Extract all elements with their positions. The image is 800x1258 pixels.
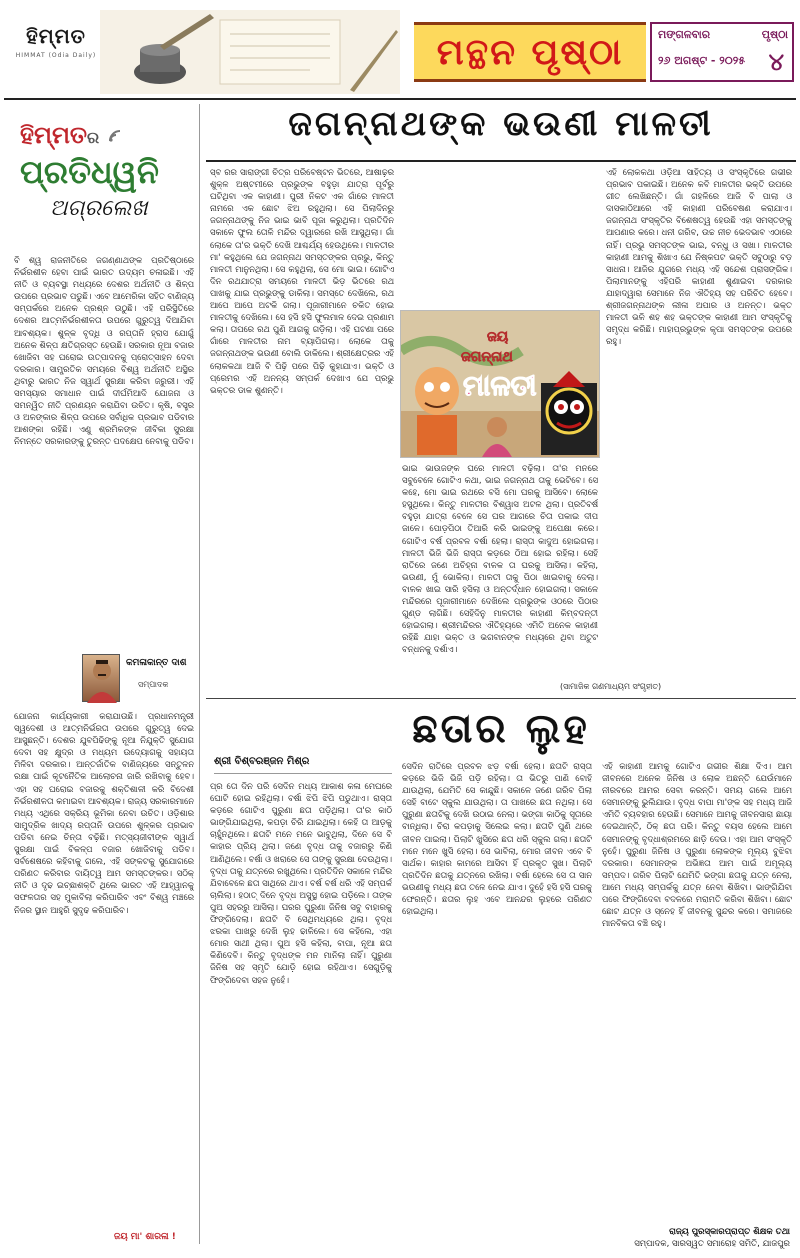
illustration-title-1: ଜୟ	[487, 329, 509, 345]
article2-byline: ଶ୍ରୀ ବିଶ୍ବରଞ୍ଜନ ମିଶ୍ର	[214, 756, 392, 774]
article1-column-3	[606, 166, 792, 678]
article2-column-1	[210, 780, 392, 1250]
author-portrait-icon	[83, 655, 121, 703]
article1-column-1	[210, 166, 394, 678]
author-card	[82, 652, 198, 704]
illustration-title-2: ଜଗନ୍ନାଥ	[461, 349, 513, 365]
masthead	[4, 4, 796, 100]
date-box	[650, 22, 794, 82]
brand-subtitle: HIMMAT (Odia Daily)	[15, 52, 97, 59]
page-section-title: ମନ୍ଥନ ପୃଷ୍ଠା	[436, 30, 624, 73]
article1-title: ଜଗନ୍ନାଥଙ୍କ ଭଉଣୀ ମାଳତୀ	[288, 104, 714, 144]
author-footnote	[600, 1226, 790, 1250]
article2-text-1: ପ୍ର ତୋ ଦିନ ପରି ସେଦିନ ମଧ୍ୟ ଆକାଶ କଳା ମେଘରେ ଘୋଟି ହୋଇ ରହିଥିଲା। ବର୍ଷା ଝିପି ଝିପି ପଡୁଥାଏ। ରାସ୍ତା କଡ଼ରେ ଗୋଟିଏ ପୁରୁଣା ଛତା ପଡ଼ିଥିଲା। ତା'ର କାଠି ଭାଙ୍ଗିଯାଇଥିଲା, କପଡ଼ା ଚିରି ଯାଇଥିଲା। କେହି ତା ଆଡ଼କୁ ଚାହୁଁନଥିଲେ। ଛତାଟି ମନେ ମନେ ଭାବୁଥିଲା, ଦିନେ ସେ ବି କାହାର ପ୍ରିୟ ଥିଲା। ଜଣେ ବୃଦ୍ଧ ତାକୁ ବଜାରରୁ କିଣି ଆଣିଥିଲେ। ବର୍ଷା ଓ ଖରାରେ ସେ ତାଙ୍କୁ ସୁରକ୍ଷା ଦେଉଥିଲା। ବୃଦ୍ଧ ତାକୁ ଯତ୍ନରେ ରଖୁଥିଲେ। ପ୍ରତିଦିନ ସକାଳେ ମନ୍ଦିର ଯିବାବେଳେ ଛତା ସାଥିରେ ଥାଏ। ବର୍ଷ ବର୍ଷ ଧରି ଏହି ସମ୍ପର୍କ ଚାଲିଲା। ହଠାତ୍ ଦିନେ ବୃଦ୍ଧ ଅସୁସ୍ଥ ହୋଇ ପଡ଼ିଲେ। ତାଙ୍କ ପୁଅ ସହରରୁ ଆସିଲା। ଘରର ପୁରୁଣା ଜିନିଷ ସବୁ ବାହାରକୁ ଫିଙ୍ଗିଦେଲା। ଛତାଟି ବି ସେଥିମଧ୍ୟରେ ଥିଲା। ବୃଦ୍ଧ ଝରକା ପାଖରୁ ଦେଖି ଲୁହ ଢାଳିଲେ। ସେ କହିଲେ, ଏହା ମୋର ସାଥୀ ଥିଲା। ପୁଅ ହସି କହିଲା, ବାପା, ନୂଆ ଛତା କିଣିଦେବି। କିନ୍ତୁ ବୃଦ୍ଧଙ୍କ ମନ ମାନିଲା ନାହିଁ। ପୁରୁଣା ଜିନିଷ ସହ ସ୍ମୃତି ଯୋଡ଼ି ହୋଇ ରହିଥାଏ। ସେଗୁଡ଼ିକୁ ଫିଙ୍ଗିଦେବା ସହଜ ନୁହେଁ।	[210, 781, 392, 985]
article1-credit: (ସାମାଜିକ ଗଣମାଧ୍ୟମ ସଂଗୃହୀତ)	[560, 682, 662, 691]
article2-column-2	[402, 760, 592, 1250]
jagannath-malati-illustration	[401, 311, 600, 458]
article1-illustration	[400, 310, 600, 458]
author-footnote-line2: ସମ୍ପାଦକ, ସାରସ୍ୱତ ସମାରୋହ ସମିତି, ଯାଜପୁର	[634, 1239, 790, 1249]
issue-day: ମଙ୍ଗଳବାର	[658, 28, 711, 41]
pratidhwani-logo-brand: ହିମ୍ମତ	[20, 120, 88, 149]
author-footnote-line1: ରାଜ୍ୟ ପୁରସ୍କାରପ୍ରାପ୍ତ ଶିକ୍ଷକ ତଥା	[669, 1227, 790, 1237]
editorial-text-bottom: ଯୋଜନା କାର୍ଯ୍ୟକାରୀ କରାଯାଉଛି। ପ୍ରଧାନମନ୍ତ୍ରୀ ସ୍ୱଦେଶୀ ଓ ଆତ୍ମନିର୍ଭରତା ଉପରେ ଗୁରୁତ୍ୱ ଦେଇ ଆସୁଛନ୍ତି। ଦେଶର ଯୁବପିଢିଙ୍କୁ ନୂଆ ନିଯୁକ୍ତି ସୁଯୋଗ ଦେବା ସହ କ୍ଷୁଦ୍ର ଓ ମଧ୍ୟମ ଉଦ୍ୟୋଗକୁ ସହାୟତା ମିଳିବା ଦରକାର। ଆନ୍ତର୍ଜାତିକ ବାଣିଜ୍ୟରେ ସନ୍ତୁଳନ ରକ୍ଷା ପାଇଁ କୂଟନୈତିକ ଆଲୋଚନା ଜାରି ରଖିବାକୁ ହେବ। ଏହା ସହ ଘରୋଇ ବଜାରକୁ ଶକ୍ତିଶାଳୀ କରି ବିଦେଶୀ ନିର୍ଭରଶୀଳତା କମାଇବା ଆବଶ୍ୟକ। ରାଜ୍ୟ ସରକାରମାନେ ମଧ୍ୟ ଏଥିରେ ସକ୍ରିୟ ଭୂମିକା ନେବା ଉଚିତ। ଓଡ଼ିଶାର ସାମୁଦ୍ରିକ ଖାଦ୍ୟ ରପ୍ତାନି ଉପରେ ଶୁଳ୍କର ପ୍ରଭାବ ପଡିବା ନେଇ ଚିନ୍ତା ବଢ଼ିଛି। ମତ୍ସ୍ୟଜୀବୀଙ୍କ ସ୍ୱାର୍ଥ ସୁରକ୍ଷା ପାଇଁ ବିକଳ୍ପ ବଜାର ଖୋଜିବାକୁ ପଡିବ। ସର୍ବଶେଷରେ କହିବାକୁ ଗଲେ, ଏହି ସଙ୍କଟକୁ ସୁଯୋଗରେ ପରିଣତ କରିବାର ଦାୟିତ୍ୱ ଆମ ସମସ୍ତଙ୍କର। ସଠିକ୍ ନୀତି ଓ ଦୃଢ ଇଚ୍ଛାଶକ୍ତି ଥିଲେ ଭାରତ ଏହି ଆହ୍ୱାନକୁ ସଫଳତାର ସହ ମୁକାବିଲା କରିପାରିବ ଏବଂ ବିଶ୍ୱ ମଞ୍ଚରେ ନିଜର ସ୍ଥାନ ଆହୁରି ସୁଦୃଢ କରିପାରିବ।	[14, 711, 194, 915]
article2-headline	[206, 705, 796, 752]
pen-ink-illustration	[100, 10, 400, 94]
page-section-banner	[414, 22, 646, 82]
article2-title: ଛତାର ଲୁହ	[412, 705, 590, 752]
pratidhwani-logo-suffix: ର	[87, 128, 100, 147]
pratidhwani-logo-line2: ପ୍ରତିଧ୍ୱନି	[20, 153, 159, 191]
editorial-column	[4, 104, 200, 1244]
illustration-title-3: ମାଳତୀ	[463, 369, 537, 402]
editorial-body-top	[14, 254, 194, 646]
broadcast-icon	[108, 127, 126, 143]
article1-text-2: ଭାଇ ଭାଉଜଙ୍କ ଘରେ ମାଳତୀ ବଢ଼ିଲା। ତା'ର ମନରେ ସବୁବେଳେ ଗୋଟିଏ କଥା, ଭାଇ ଜଗନ୍ନାଥ ତାକୁ ଭେଟିବେ। ସେ କହେ, ମୋ ଭାଇ ରଥରେ ବସି ମୋ ଘରକୁ ଆସିବେ। ଲୋକେ ହସୁଥିଲେ। କିନ୍ତୁ ମାଳତୀର ବିଶ୍ୱାସ ଅଟଳ ଥିଲା। ପ୍ରତିବର୍ଷ ବହୁଡ଼ା ଯାତ୍ରା ବେଳେ ସେ ଘର ଆଗରେ ଚିତା ପକାଇ ଦୀପ ଜାଳେ। ପୋଡ଼ପିଠା ତିଆରି କରି ଭାଇଙ୍କୁ ଅପେକ୍ଷା କରେ। ଗୋଟିଏ ବର୍ଷ ପ୍ରବଳ ବର୍ଷା ହେଲା। ରାସ୍ତା କାଦୁଅ ହୋଇଗଲା। ମାଳତୀ ଭିଜି ଭିଜି ରାସ୍ତା କଡ଼ରେ ଠିଆ ହୋଇ ରହିଲା। ସେହି ରାତିରେ ଜଣେ ଅଚିହ୍ନା ବାଳକ ତା ଘରକୁ ଆସିଲା। କହିଲା, ଭଉଣୀ, ମୁଁ ଭୋକିଲା। ମାଳତୀ ତାକୁ ପିଠା ଖାଇବାକୁ ଦେଲା। ବାଳକ ଖାଇ ସାରି ହସିଲା ଓ ଅନ୍ତର୍ଦ୍ଧାନ ହୋଇଗଲା। ସକାଳେ ମନ୍ଦିରରେ ପୂଜାରୀମାନେ ଦେଖିଲେ ପ୍ରଭୁଙ୍କ ଓଠରେ ପିଠାର ଗୁଣ୍ଡ ଲାଗିଛି। ସେହିଦିନୁ ମାଳତୀର କାହାଣୀ କିମ୍ବଦନ୍ତୀ ହୋଇଗଲା। ଶ୍ରୀମନ୍ଦିରର ଐତିହ୍ୟରେ ଏମିତି ଅନେକ କାହାଣୀ ରହିଛି ଯାହା ଭକ୍ତ ଓ ଭଗବାନଙ୍କ ମଧ୍ୟରେ ଥିବା ଅତୁଟ ବନ୍ଧନକୁ ଦର୍ଶାଏ।	[402, 463, 598, 655]
article2-text-3: ଏହି କାହାଣୀ ଆମକୁ ଗୋଟିଏ ଗଭୀର ଶିକ୍ଷା ଦିଏ। ଆମ ଜୀବନରେ ଅନେକ ଜିନିଷ ଓ ଲୋକ ଅଛନ୍ତି ଯେଉଁମାନେ ନୀରବରେ ଆମର ସେବା କରନ୍ତି। ସମୟ ଗଲେ ଆମେ ସେମାନଙ୍କୁ ଭୁଲିଯାଉ। ବୃଦ୍ଧ ବାପା ମା'ଙ୍କ ସହ ମଧ୍ୟ ଆଜି ଏମିତି ବ୍ୟବହାର ହେଉଛି। ସେମାନେ ଆମକୁ ଜୀବନସାରା ଛାୟା ଦେଇଥାନ୍ତି, ଠିକ୍ ଛତା ପରି। କିନ୍ତୁ ବୟସ ହେଲେ ଆମେ ସେମାନଙ୍କୁ ବୃଦ୍ଧାଶ୍ରମରେ ଛାଡ଼ି ଦେଉ। ଏହା ଆମ ସଂସ୍କୃତି ନୁହେଁ। ପୁରୁଣା ଜିନିଷ ଓ ପୁରୁଣା ଲୋକଙ୍କ ମୂଲ୍ୟ ବୁଝିବା ଦରକାର। ସେମାନଙ୍କ ଅଭିଜ୍ଞତା ଆମ ପାଇଁ ଅମୂଲ୍ୟ ସମ୍ପଦ। ଗରିବ ପିଲାଟି ଯେମିତି ଭଙ୍ଗା ଛତାକୁ ଯତ୍ନ ନେଲା, ଆମେ ମଧ୍ୟ ସମ୍ପର୍କକୁ ଯତ୍ନ ନେବା ଶିଖିବା। ଭାଙ୍ଗିଯିବା ପରେ ଫିଙ୍ଗିଦେବା ବଦଳରେ ମରାମତି କରିବା ଶିଖିବା। ଛୋଟ ଛୋଟ ଯତ୍ନ ଓ ସ୍ନେହ ହିଁ ଜୀବନକୁ ସୁନ୍ଦର କରେ। ସମାଜରେ ମାନବିକତା ବଞ୍ଚି ରହୁ।	[602, 761, 792, 929]
editorial-signature: ଜୟ ମା' ଶାରଳା !	[114, 1232, 176, 1242]
article2-column-3	[602, 760, 792, 1220]
article1-text-1: ସ୍ବ ରର ସାରାଙ୍ଗୀ ଚିତ୍ର ପରିବେଷ୍ଟନ ଭିତରେ, ଆଷାଢ଼ର ଶୁକ୍ଳ ଅଷ୍ଟମୀରେ ପ୍ରଭୁଙ୍କ ବହୁଡ଼ା ଯାତ୍ରା ପୂର୍ବରୁ ଘଟିଥିବା ଏକ କାହାଣୀ। ପୁରୀ ନିକଟ ଏକ ଗାଁରେ ମାଳତୀ ନାମରେ ଏକ ଛୋଟ ଝିଅ ରହୁଥିଲା। ସେ ପିଲାଦିନରୁ ଜଗନ୍ନାଥଙ୍କୁ ନିଜ ଭାଇ ଭାବି ପୂଜା କରୁଥିଲା। ପ୍ରତିଦିନ ସକାଳେ ଫୁଲ ତୋଳି ମନ୍ଦିର ଦ୍ୱାରରେ ରଖି ଆସୁଥିଲା। ଗାଁ ଲୋକେ ତା'ର ଭକ୍ତି ଦେଖି ଆଶ୍ଚର୍ଯ୍ୟ ହେଉଥିଲେ। ମାଳତୀର ମା' କହୁଥିଲେ ଯେ ଜଗନ୍ନାଥ ସମସ୍ତଙ୍କର ପ୍ରଭୁ, କିନ୍ତୁ ମାଳତୀ ମାନୁନଥିଲା। ସେ କହୁଥିଲା, ସେ ମୋ ଭାଇ। ଗୋଟିଏ ଦିନ ରଥଯାତ୍ରା ସମୟରେ ମାଳତୀ ଭିଡ଼ ଭିତରେ ରଥ ପାଖକୁ ଯାଇ ପ୍ରଭୁଙ୍କୁ ଡାକିଲା। ସମସ୍ତେ ଦେଖିଲେ, ରଥ ଆପେ ଆପେ ଅଟକି ଗଲା। ପୂଜାରୀମାନେ ଚକିତ ହୋଇ ମାଳତୀକୁ ଦେଖିଲେ। ସେ ହସି ହସି ଫୁଲମାଳ ଦେଇ ପ୍ରଣାମ କଲା। ତାପରେ ରଥ ପୁଣି ଆଗକୁ ଗଡ଼ିଲା। ଏହି ଘଟଣା ପରେ ଗାଁରେ ମାଳତୀର ନାମ ବ୍ୟାପିଗଲା। ଲୋକେ ତାକୁ ଜଗନ୍ନାଥଙ୍କ ଭଉଣୀ ବୋଲି ଡାକିଲେ। ଶ୍ରୀକ୍ଷେତ୍ରର ଏହି ଲୋକକଥା ଆଜି ବି ପିଢ଼ି ପରେ ପିଢ଼ି କୁହାଯାଏ। ଭକ୍ତି ଓ ପ୍ରେମର ଏହି ଅନନ୍ୟ ସମ୍ପର୍କ ଦେଖାଏ ଯେ ପ୍ରଭୁ ଭକ୍ତର ଡାକ ଶୁଣନ୍ତି।	[210, 167, 394, 395]
issue-date: ୨୬ ଅଗଷ୍ଟ - ୨୦୨୫	[658, 54, 746, 67]
article1-text-3: ଏହି ଲୋକକଥା ଓଡ଼ିଆ ସାହିତ୍ୟ ଓ ସଂସ୍କୃତିରେ ଗଭୀର ପ୍ରଭାବ ପକାଇଛି। ଅନେକ କବି ମାଳତୀର ଭକ୍ତି ଉପରେ ଗୀତ ଲେଖିଛନ୍ତି। ଗାଁ ଗହଳିରେ ଆଜି ବି ପାଲା ଓ ଦାସକାଠିଆରେ ଏହି କାହାଣୀ ପରିବେଷଣ କରାଯାଏ। ଜଗନ୍ନାଥ ସଂସ୍କୃତିର ବିଶେଷତ୍ୱ ହେଉଛି ଏହା ସମସ୍ତଙ୍କୁ ଆପଣାର କରେ। ଧନୀ ଗରିବ, ଉଚ୍ଚ ନୀଚ ଭେଦଭାବ ଏଠାରେ ନାହିଁ। ପ୍ରଭୁ ସମସ୍ତଙ୍କ ଭାଇ, ବନ୍ଧୁ ଓ ସଖା। ମାଳତୀର କାହାଣୀ ଆମକୁ ଶିଖାଏ ଯେ ନିଷ୍କପଟ ଭକ୍ତି ସବୁଠାରୁ ବଡ଼ ସାଧନା। ଆଜିର ଯୁଗରେ ମଧ୍ୟ ଏହି ସନ୍ଦେଶ ପ୍ରାସଙ୍ଗିକ। ପିଲାମାନଙ୍କୁ ଏହିପରି କାହାଣୀ ଶୁଣାଇବା ଦରକାର ଯାହାଦ୍ୱାରା ସେମାନେ ନିଜ ଐତିହ୍ୟ ସହ ପରିଚିତ ହେବେ। ଶ୍ରୀଜଗନ୍ନାଥଙ୍କ ଲୀଳା ଅପାର ଓ ଅନନ୍ତ। ଭକ୍ତ ମାଳତୀ ଭଳି ଶହ ଶହ ଭକ୍ତଙ୍କ କାହାଣୀ ଆମ ସଂସ୍କୃତିକୁ ସମୃଦ୍ଧ କରିଛି। ମାହାପ୍ରଭୁଙ୍କ କୃପା ସମସ୍ତଙ୍କ ଉପରେ ରହୁ।	[606, 167, 792, 347]
author-role: ସମ୍ପାଦକ	[138, 680, 169, 689]
editorial-text-top: ବି ଶ୍ୱ ରାଜନୀତିରେ ଜଗଣ୍ଣାଥଙ୍କ ପ୍ରତିଷ୍ଠାରେ ନିର୍ଭରଶୀଳ ହେବା ପାଇଁ ଭାରତ ଉଦ୍ୟମ ଚଳାଇଛି। ଏହି ନୀତି ଓ ବ୍ୟବସ୍ଥା ମଧ୍ୟରେ ଦେଶର ଅର୍ଥନୀତି ଓ ଶିଳ୍ପ ଉପରେ ପ୍ରଭାବ ପଡୁଛି। ଏବେ ଆମେରିକା ସହିତ ବାଣିଜ୍ୟ ସମ୍ପର୍କରେ ଅନେକ ପ୍ରଶ୍ନ ଉଠୁଛି। ଏହି ପରିସ୍ଥିତିରେ ଦେଶର ଆତ୍ମନିର୍ଭରଶୀଳତା ଉପରେ ଗୁରୁତ୍ୱ ଦିଆଯିବା ଆବଶ୍ୟକ। ଶୁଳ୍କ ବୃଦ୍ଧି ଓ ରପ୍ତାନି ହ୍ରାସ ଯୋଗୁଁ ଅନେକ ଶିଳ୍ପ କ୍ଷତିଗ୍ରସ୍ତ ହେଉଛି। ସରକାର ନୂଆ ବଜାର ଖୋଜିବା ସହ ଘରୋଇ ଉତ୍ପାଦନକୁ ପ୍ରୋତ୍ସାହନ ଦେବା ଦରକାର। ସାମ୍ପ୍ରତିକ ସମୟରେ ବିଶ୍ୱ ଅର୍ଥନୀତି ଅସ୍ଥିର ଥିବାରୁ ଭାରତ ନିଜ ସ୍ୱାର୍ଥ ସୁରକ୍ଷା କରିବା ଜରୁରୀ। ଏହି ସମସ୍ୟାର ସମାଧାନ ପାଇଁ ଦୀର୍ଘମିଆଦି ଯୋଜନା ଓ ସମନ୍ୱିତ ନୀତି ପ୍ରଣୟନ କରାଯିବା ଉଚିତ। କୃଷି, ବସ୍ତ୍ର ଓ ଅଳଙ୍କାର ଶିଳ୍ପ ଉପରେ ସର୍ବାଧିକ ପ୍ରଭାବ ପଡିବାର ଆଶଙ୍କା ରହିଛି। ଏଣୁ ଶ୍ରମିକଙ୍କ ଜୀବିକା ସୁରକ୍ଷା ନିମନ୍ତେ ସରକାରଙ୍କୁ ତୁରନ୍ତ ପଦକ୍ଷେପ ନେବାକୁ ପଡିବ।	[14, 255, 194, 447]
author-name: କମଳାକାନ୍ତ ଦାଶ	[126, 658, 187, 668]
pratidhwani-logo	[20, 120, 190, 250]
editorial-body-bottom	[14, 710, 194, 1228]
pratidhwani-logo-line3: ଅଗ୍ରଲେଖ	[50, 196, 148, 221]
article2-text-2: ସେଦିନ ରାତିରେ ପ୍ରବଳ ଝଡ଼ ବର୍ଷା ହେଲା। ଛତାଟି ରାସ୍ତା କଡ଼ରେ ଭିଜି ଭିଜି ପଡ଼ି ରହିଲା। ତା ଭିତରୁ ପାଣି ବୋହି ଯାଉଥିଲା, ଯେମିତି ସେ କାନ୍ଦୁଛି। ସକାଳେ ଜଣେ ଗରିବ ପିଲା ସେହି ବାଟେ ସ୍କୁଲ ଯାଉଥିଲା। ତା ପାଖରେ ଛତା ନଥିଲା। ସେ ପୁରୁଣା ଛତାଟିକୁ ଦେଖି ଉଠାଇ ନେଲା। ଭଙ୍ଗା କାଠିକୁ ସୂତାରେ ବାନ୍ଧିଲା। ଚିରା କପଡ଼ାକୁ ସିଲେଇ କଲା। ଛତାଟି ପୁଣି ଥରେ ଜୀବନ ପାଇଲା। ପିଲାଟି ଖୁସିରେ ଛତା ଧରି ସ୍କୁଲ ଗଲା। ଛତାଟି ମନେ ମନେ ଖୁସି ହେଲା। ସେ ଭାବିଲା, ମୋର ଜୀବନ ଏବେ ବି ସାର୍ଥକ। କାହାର କାମରେ ଆସିବା ହିଁ ପ୍ରକୃତ ସୁଖ। ପିଲାଟି ପ୍ରତିଦିନ ଛତାକୁ ଯତ୍ନରେ ରଖିଲା। ବର୍ଷା ହେଲେ ସେ ତା ସାନ ଭଉଣୀକୁ ମଧ୍ୟ ଛତା ତଳେ ନେଇ ଯାଏ। ଦୁହେଁ ହସି ହସି ଘରକୁ ଫେରନ୍ତି। ଛତାର ଲୁହ ଏବେ ଆନନ୍ଦର ଲୁହରେ ପରିଣତ ହୋଇଥିଲା।	[402, 761, 592, 917]
headline-divider	[206, 160, 796, 162]
article1-headline	[206, 104, 796, 160]
brand-name: ହିମ୍ମତ	[26, 24, 86, 48]
header-decoration	[100, 10, 400, 94]
editorial-body-side	[14, 652, 78, 708]
page-label: ପୃଷ୍ଠା	[761, 28, 788, 41]
brand-logo	[10, 24, 102, 88]
page-number: ୪	[768, 48, 784, 76]
article1-column-2-top	[402, 166, 598, 306]
pratidhwani-logo-line1	[20, 120, 190, 149]
section-divider	[206, 698, 796, 699]
article1-column-2	[402, 462, 598, 678]
author-photo	[82, 654, 120, 702]
